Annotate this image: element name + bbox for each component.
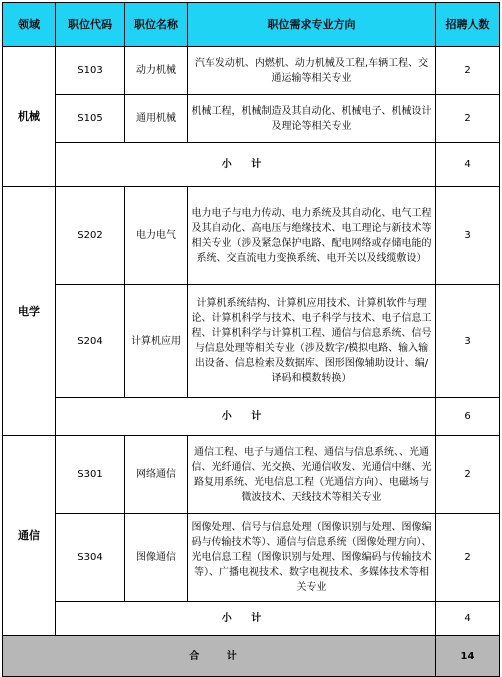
domain-cell: 电学 — [3, 187, 56, 436]
position-count: 2 — [436, 47, 500, 95]
position-major: 计算机系统结构、计算机应用技术、计算机软件与理论、计算机科学与技术、电子科学与技术、电子信息工程、计算机科学与计算机工程、通信与信息系统、信号与信息处理等相关专业（涉及数字/模拟电路、输入输出设备、信息检索及数据库、图形图像辅助设计、编/译码和模数转换） — [188, 285, 436, 398]
position-major: 汽车发动机、内燃机、动力机械及工程,车辆工程、交通运输等相关专业 — [188, 47, 436, 95]
recruitment-table — [2, 2, 500, 677]
header-major: 职位需求专业方向 — [188, 3, 436, 47]
position-code: S103 — [56, 47, 125, 95]
header-row — [3, 3, 500, 47]
table-row — [3, 514, 500, 602]
total-label: 合 计 — [3, 636, 436, 677]
table-row — [3, 436, 500, 514]
domain-cell: 通信 — [3, 436, 56, 636]
position-name: 通用机械 — [125, 95, 188, 143]
position-count: 2 — [436, 436, 500, 514]
subtotal-row — [3, 602, 500, 636]
subtotal-value: 4 — [436, 602, 500, 636]
position-name: 计算机应用 — [125, 285, 188, 398]
header-domain: 领域 — [3, 3, 56, 47]
table-row — [3, 95, 500, 143]
position-code: S202 — [56, 187, 125, 285]
position-code: S301 — [56, 436, 125, 514]
position-name: 图像通信 — [125, 514, 188, 602]
header-name: 职位名称 — [125, 3, 188, 47]
position-major: 机械工程，机械制造及其自动化、机械电子、机械设计及理论等相关专业 — [188, 95, 436, 143]
header-count: 招聘人数 — [436, 3, 500, 47]
domain-cell: 机械 — [3, 47, 56, 187]
position-count: 2 — [436, 514, 500, 602]
subtotal-label: 小 计 — [56, 398, 436, 436]
table-row — [3, 285, 500, 398]
table-row — [3, 187, 500, 285]
position-name: 动力机械 — [125, 47, 188, 95]
position-code: S204 — [56, 285, 125, 398]
position-major: 图像处理、信号与信息处理（图像识别与处理、图像编码与传输技术等）、通信与信息系统（图像处理方向）、光电信息工程（图像识别与处理、图像编码与传输技术等）、广播电视技术、数字电视技术、多媒体技术等相关专业 — [188, 514, 436, 602]
header-code: 职位代码 — [56, 3, 125, 47]
position-code: S304 — [56, 514, 125, 602]
total-value: 14 — [436, 636, 500, 677]
position-count: 2 — [436, 95, 500, 143]
position-count: 3 — [436, 285, 500, 398]
position-name: 电力电气 — [125, 187, 188, 285]
position-name: 网络通信 — [125, 436, 188, 514]
subtotal-label: 小 计 — [56, 143, 436, 187]
position-major: 电力电子与电力传动、电力系统及其自动化、电气工程及其自动化、高电压与绝缘技术、电工理论与新技术等相关专业（涉及紧急保护电路、配电网络或存储电能的系统、交直流电力变换系统、电开关以及线缆敷设） — [188, 187, 436, 285]
subtotal-label: 小 计 — [56, 602, 436, 636]
total-row — [3, 636, 500, 677]
subtotal-value: 4 — [436, 143, 500, 187]
position-code: S105 — [56, 95, 125, 143]
subtotal-row — [3, 398, 500, 436]
position-count: 3 — [436, 187, 500, 285]
subtotal-row — [3, 143, 500, 187]
position-major: 通信工程、电子与通信工程、通信与信息系统、、光通信、光纤通信、光交换、光通信收发、光通信中继、光路复用系统、光电信息工程（光通信方向）、电磁场与微波技术、天线技术等相关专业 — [188, 436, 436, 514]
subtotal-value: 6 — [436, 398, 500, 436]
table-row — [3, 47, 500, 95]
